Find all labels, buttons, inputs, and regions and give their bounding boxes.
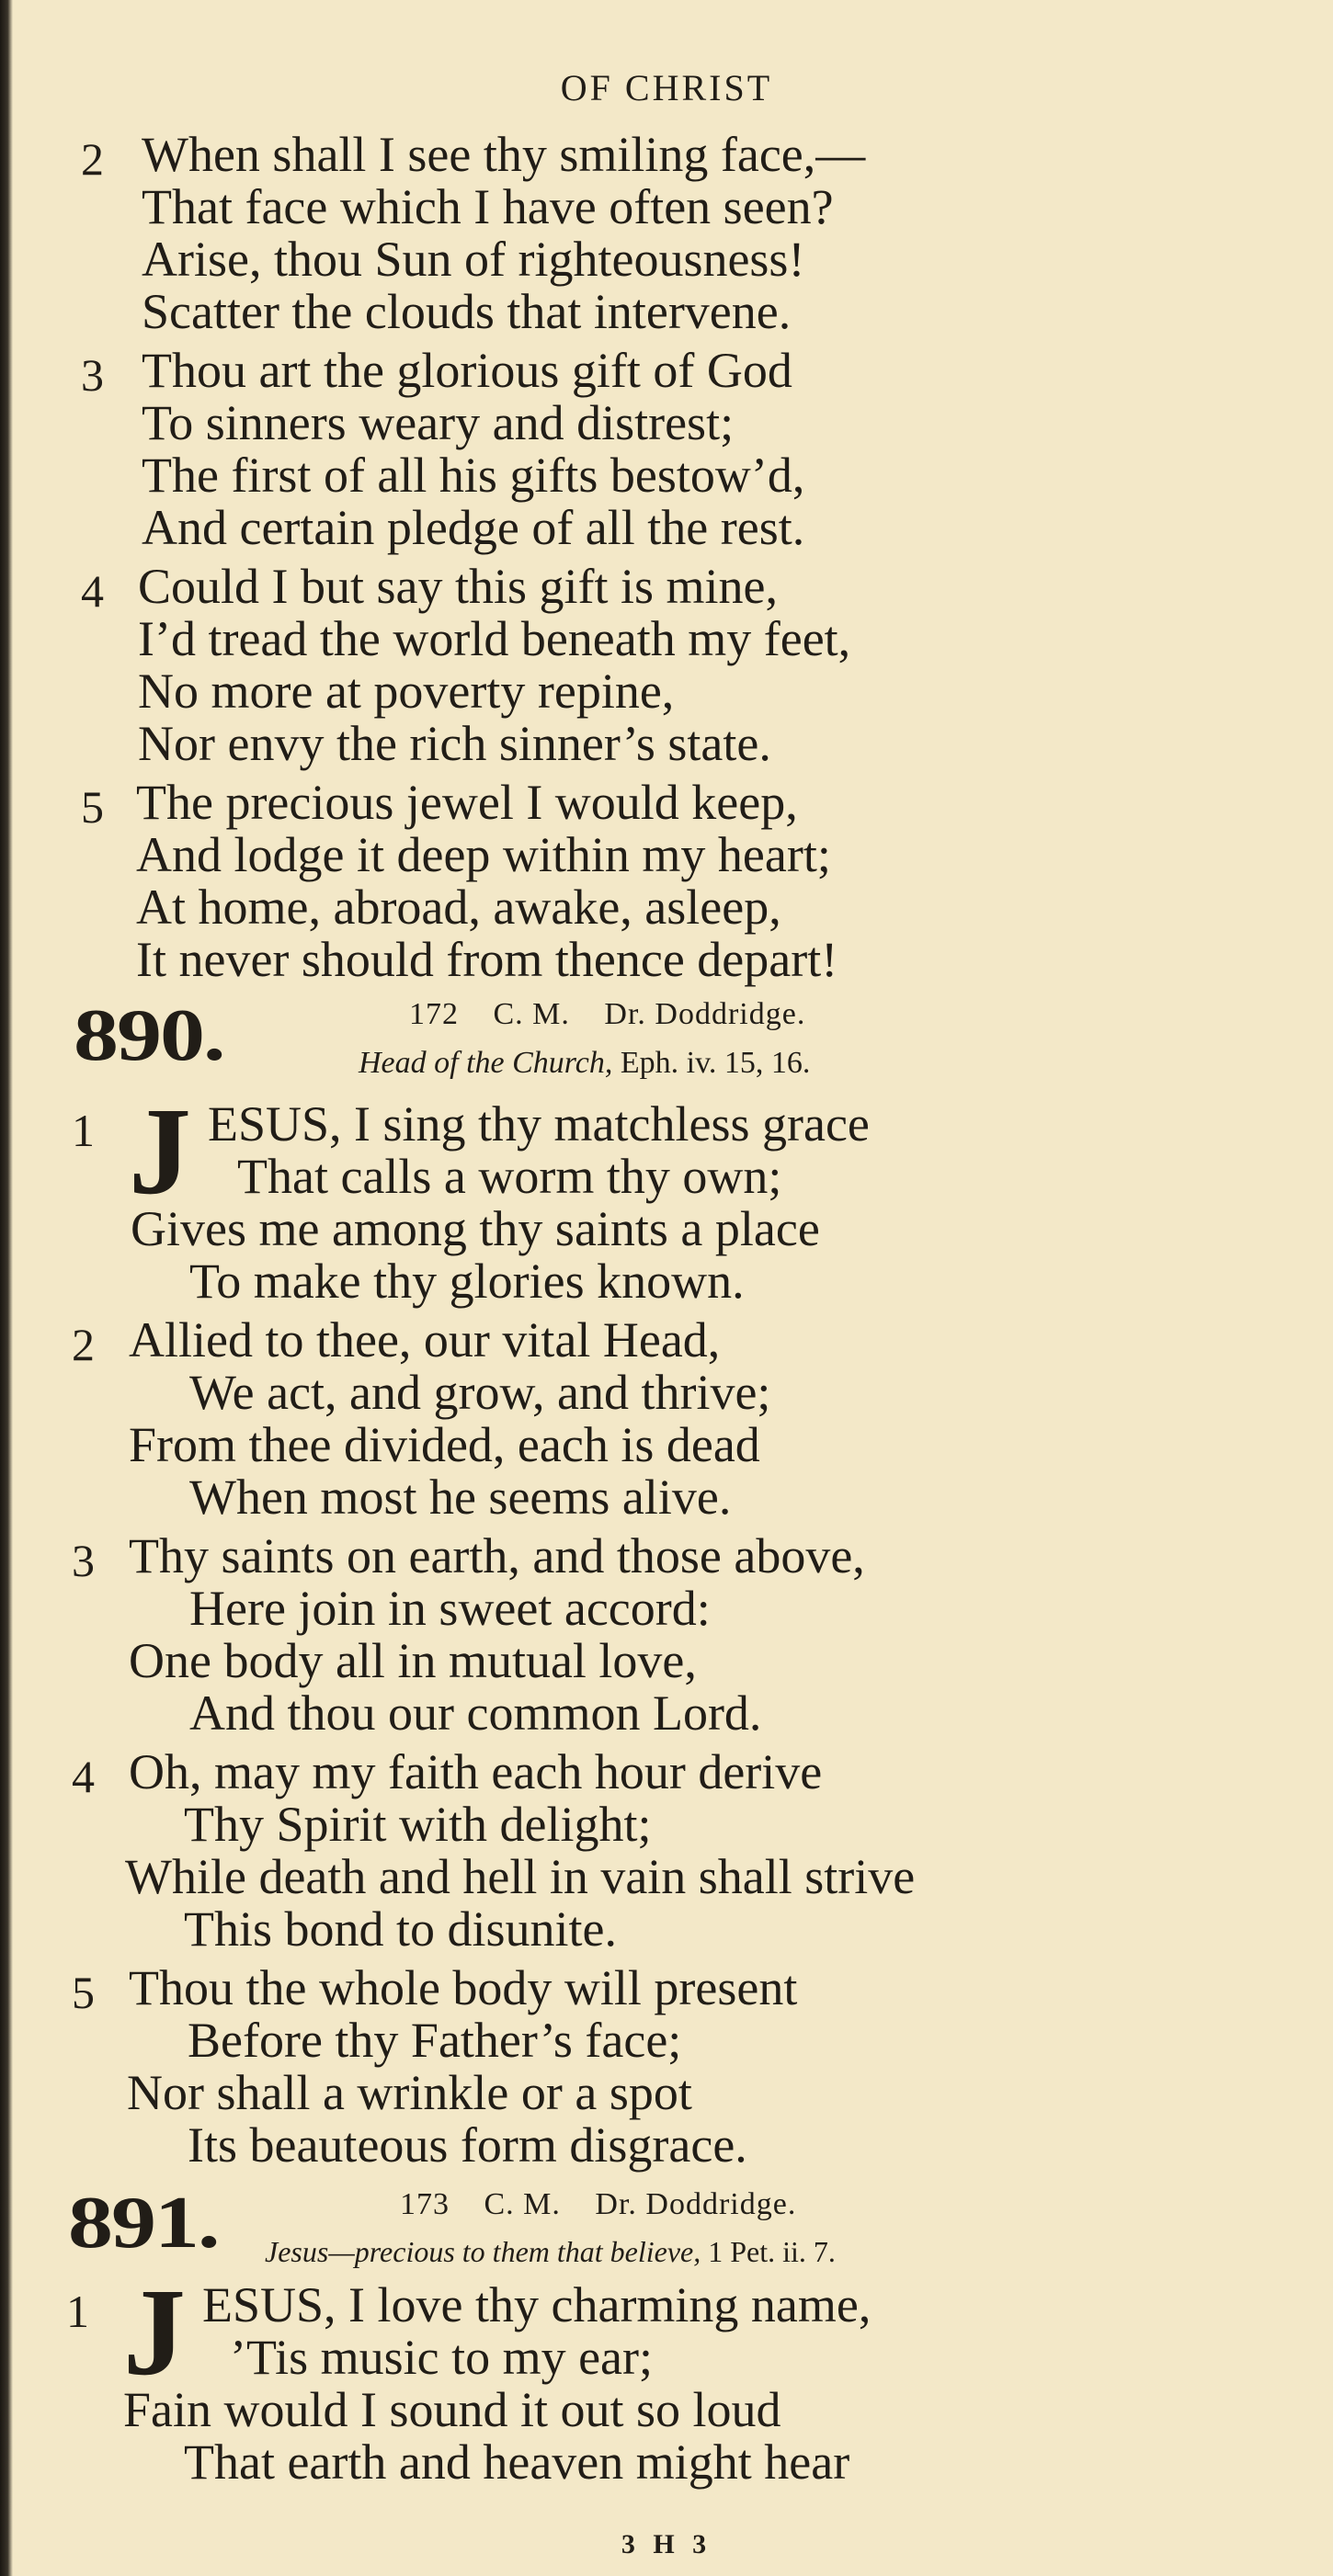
- verse-number: 2: [72, 1319, 95, 1370]
- verse-line: To make thy glories known.: [189, 1254, 745, 1309]
- verse-line: When shall I see thy smiling face,—: [142, 127, 866, 182]
- verse-line: Oh, may my faith each hour derive: [129, 1744, 823, 1799]
- verse-number: 4: [81, 565, 104, 617]
- author: Dr. Doddridge.: [595, 2187, 797, 2221]
- subject: Head of the Church,: [359, 1046, 613, 1080]
- verse-line: And thou our common Lord.: [189, 1685, 762, 1741]
- running-head: OF CHRIST: [560, 67, 773, 108]
- verse-line: To sinners weary and distrest;: [142, 395, 735, 450]
- verse-line: And lodge it deep within my heart;: [136, 827, 831, 882]
- meter: C. M.: [484, 2187, 561, 2221]
- verse-line: And certain pledge of all the rest.: [142, 500, 805, 555]
- verse-line: The precious jewel I would keep,: [136, 775, 798, 830]
- verse-number: 5: [81, 781, 104, 833]
- verse-line: Allied to thee, our vital Head,: [129, 1312, 721, 1367]
- verse-line: From thee divided, each is dead: [129, 1417, 760, 1472]
- verse-line: Gives me among thy saints a place: [131, 1201, 820, 1256]
- verse-line: While death and hell in vain shall strive: [125, 1849, 916, 1904]
- verse-number: 3: [72, 1535, 95, 1586]
- verse-line: Its beauteous form disgrace.: [188, 2117, 747, 2173]
- scripture-reference: 1 Pet. ii. 7.: [708, 2235, 836, 2268]
- verse-line: ESUS, I love thy charming name,: [202, 2277, 872, 2332]
- verse-line: We act, and grow, and thrive;: [189, 1365, 771, 1420]
- subject-line: [265, 2235, 836, 2269]
- signature-mark: 3 H 3: [621, 2529, 712, 2559]
- tune-meter-author: [400, 2187, 822, 2222]
- tune-meter-author: [409, 997, 831, 1032]
- verse-number: 1: [72, 1105, 95, 1156]
- verse-number: 1: [66, 2286, 89, 2337]
- verse-line: Nor envy the rich sinner’s state.: [138, 716, 771, 771]
- verse-line: ’Tis music to my ear;: [230, 2330, 654, 2385]
- verse-number: 4: [72, 1751, 95, 1802]
- verse-line: I’d tread the world beneath my feet,: [138, 611, 851, 666]
- verse-line: Arise, thou Sun of righteousness!: [142, 232, 805, 287]
- verse-line: Thy Spirit with delight;: [184, 1797, 652, 1852]
- verse-line: Fain would I sound it out so loud: [123, 2382, 781, 2437]
- verse-line: Here join in sweet accord:: [189, 1581, 711, 1636]
- verse-line: When most he seems alive.: [189, 1470, 732, 1525]
- scripture-reference: Eph. iv. 15, 16.: [620, 1046, 811, 1080]
- subject-line: [359, 1046, 810, 1081]
- verse-line: Scatter the clouds that intervene.: [142, 284, 792, 339]
- verse-line: The first of all his gifts bestow’d,: [142, 448, 805, 503]
- drop-cap: J: [129, 1083, 191, 1220]
- tune-number: 173: [400, 2187, 450, 2221]
- verse-line: Thou art the glorious gift of God: [142, 343, 792, 398]
- verse-line: Could I but say this gift is mine,: [138, 559, 778, 614]
- drop-cap: J: [123, 2264, 186, 2401]
- verse-line: Before thy Father’s face;: [188, 2013, 682, 2068]
- verse-number: 3: [81, 349, 104, 401]
- hymn-number: 891.: [68, 2182, 219, 2264]
- verse-line: At home, abroad, awake, asleep,: [136, 879, 781, 935]
- verse-line: That face which I have often seen?: [142, 179, 834, 234]
- verse-line: That earth and heaven might hear: [184, 2434, 850, 2490]
- subject: Jesus—precious to them that believe,: [265, 2235, 701, 2268]
- verse-line: ESUS, I sing thy matchless grace: [208, 1096, 870, 1152]
- hymn-number: 890.: [74, 994, 224, 1077]
- verse-line: Nor shall a wrinkle or a spot: [127, 2065, 692, 2120]
- verse-line: Thou the whole body will present: [129, 1960, 798, 2015]
- verse-line: That calls a worm thy own;: [237, 1149, 782, 1204]
- tune-number: 172: [409, 997, 459, 1031]
- meter: C. M.: [493, 997, 570, 1031]
- verse-number: 5: [72, 1967, 95, 2018]
- verse-line: Thy saints on earth, and those above,: [129, 1528, 865, 1583]
- author: Dr. Doddridge.: [604, 997, 806, 1031]
- verse-number: 2: [81, 133, 104, 185]
- verse-line: This bond to disunite.: [184, 1901, 617, 1957]
- verse-line: One body all in mutual love,: [129, 1633, 697, 1688]
- verse-line: No more at poverty repine,: [138, 664, 675, 719]
- verse-line: It never should from thence depart!: [136, 932, 838, 987]
